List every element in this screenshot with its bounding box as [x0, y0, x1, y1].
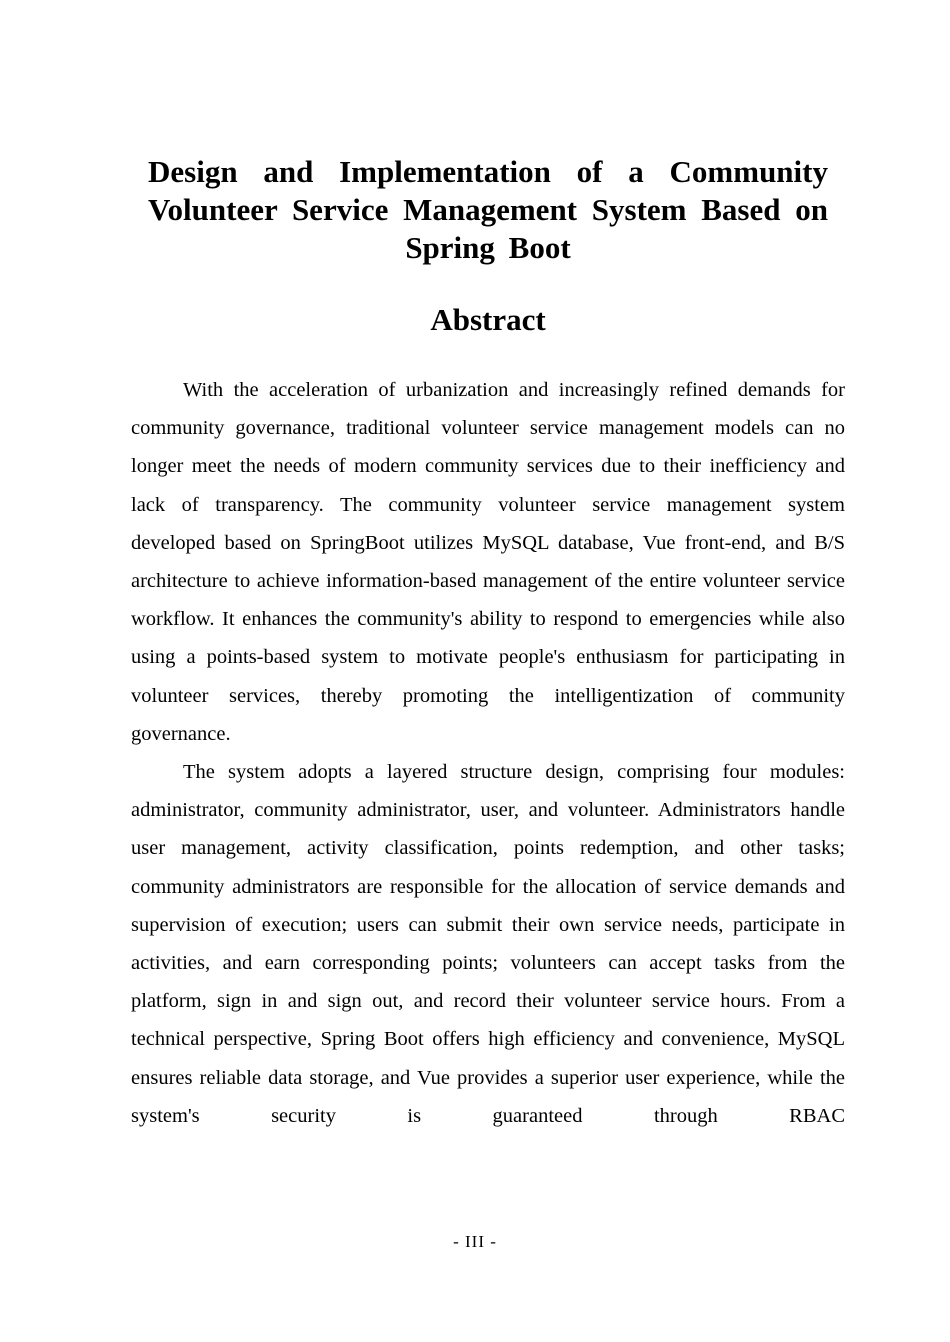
abstract-paragraph: With the acceleration of urbanization and increasingly refined demands for community governance, traditional volunteer service management models can no longer meet the needs of modern community services due to their inefficiency and lack of transparency. The community volunteer service management system developed based on SpringBoot utilizes MySQL database, Vue front-end, and B/S architecture to achieve information-based management of the entire volunteer service workflow. It enhances the community's ability to respond to emergencies while also using a points-based system to motivate people's enthusiasm for participating in volunteer services, thereby promoting the intelligentization of community governance. [131, 379, 845, 745]
page-number: - III - [453, 1232, 497, 1251]
abstract-paragraph: The system adopts a layered structure design, comprising four modules: administrator, community administrator, user, and volunteer. Administrators handle user management, activity classification, points redemption, and other tasks; community administrators are responsible for the allocation of service demands and supervision of execution; users can submit their own service needs, participate in activities, and earn corresponding points; volunteers can accept tasks from the platform, sign in and sign out, and record their volunteer service hours. From a technical perspective, Spring Boot offers high efficiency and convenience, MySQL ensures reliable data storage, and Vue provides a superior user experience, while the system's security is guaranteed through RBAC [131, 761, 845, 1127]
abstract-heading: Abstract [430, 302, 546, 337]
document-title: Design and Implementation of a Community Volunteer Service Management System Based on Spring Boot [148, 154, 828, 265]
abstract-body [131, 371, 845, 1211]
